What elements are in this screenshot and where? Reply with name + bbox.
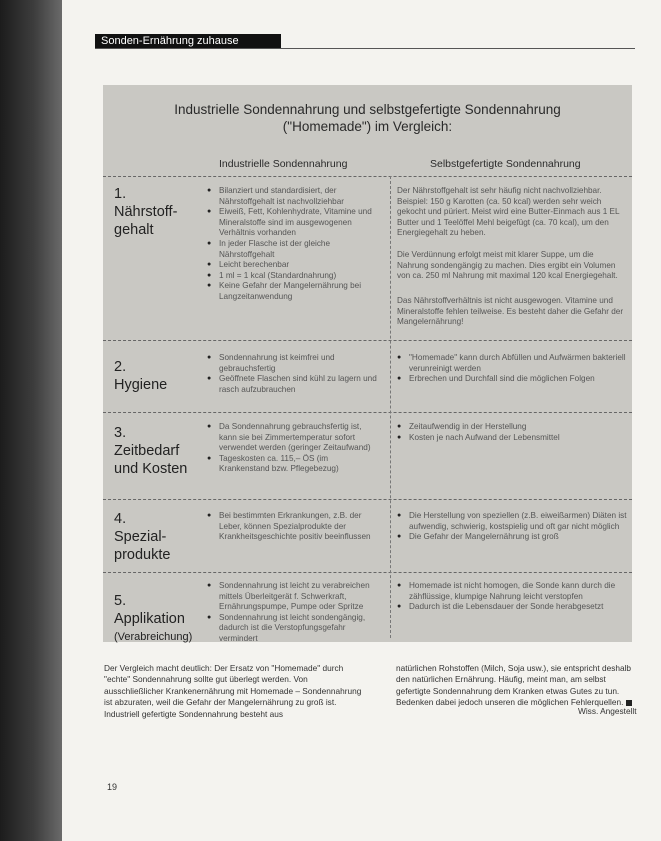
list-item: ● Erbrechen und Durchfall sind die möglichen Folgen bbox=[397, 374, 629, 385]
list-item: ● Dadurch ist die Lebensdauer der Sonde herabgesetzt bbox=[397, 602, 629, 613]
industrial-list-zeitbedarf bbox=[207, 422, 379, 475]
list-item: ● Keine Gefahr der Mangelernährung bei Langzeitanwendung bbox=[207, 281, 379, 302]
section-header: Sonden-Ernährung zuhause bbox=[95, 34, 281, 48]
list-item: ● Da Sondennahrung gebrauchsfertig ist, kann sie bei Zimmertemperatur sofort verwendet werden (geringer Zeitaufwand) bbox=[207, 422, 379, 454]
list-item: ● Sondennahrung ist leicht sondengängig, dadurch ist die Verstopfungsgefahr vermindert bbox=[207, 613, 379, 645]
section-number: 3. bbox=[114, 425, 127, 441]
book-binding bbox=[0, 0, 62, 841]
section-title-line: produkte bbox=[114, 547, 171, 563]
list-item: ● "Homemade" kann durch Abfüllen und Aufwärmen bakteriell verunreinigt werden bbox=[397, 353, 629, 374]
industrial-list-naehrstoff bbox=[207, 186, 379, 303]
homemade-list-hygiene bbox=[397, 353, 629, 385]
section-title-line: Nährstoff- bbox=[114, 204, 178, 220]
section-number: 5. bbox=[114, 593, 127, 609]
list-item: ● Kosten je nach Aufwand der Lebensmittel bbox=[397, 433, 629, 444]
list-item: ● 1 ml = 1 kcal (Standardnahrung) bbox=[207, 271, 379, 282]
body-text-right bbox=[396, 663, 632, 709]
list-item: ● Eiweiß, Fett, Kohlenhydrate, Vitamine und Mineralstoffe sind im ausgewogenen Verhältnis vorhanden bbox=[207, 207, 379, 239]
section-label-applikation bbox=[114, 592, 192, 646]
list-item: ● Sondennahrung ist leicht zu verabreichen mittels Überleitgerät f. Schwerkraft, Ernährungspumpe, Pumpe oder Spritze bbox=[207, 581, 379, 613]
author-signature: Wiss. Angestellt bbox=[578, 706, 637, 716]
row-divider bbox=[103, 412, 632, 413]
column-divider bbox=[390, 176, 391, 638]
homemade-paragraph: Das Nährstoffverhältnis ist nicht ausgewogen. Vitamine und Mineralstoffe fehlen teilweise. Es besteht daher die Gefahr der Mangelernährung! bbox=[397, 296, 624, 327]
column-header-industrial: Industrielle Sondennahrung bbox=[219, 158, 348, 170]
section-subtitle: (Verabreichung) bbox=[114, 631, 193, 643]
homemade-list-spezial bbox=[397, 511, 629, 543]
row-divider bbox=[103, 572, 632, 573]
section-title-line: Zeitbedarf bbox=[114, 443, 180, 459]
page-number: 19 bbox=[107, 782, 118, 792]
body-text-right-content: natürlichen Rohstoffen (Milch, Soja usw.), sie entspricht deshalb den natürlichen Ernährung. Häufig, meint man, am selbst gefertigte Sondennahrung dem Kranken etwas Gutes zu tun. Bedenken dabei jedoch unseren die möglichen Fehlerquellen. bbox=[396, 663, 632, 708]
header-rule bbox=[95, 48, 635, 49]
homemade-list-applikation bbox=[397, 581, 629, 613]
table-title bbox=[103, 101, 632, 135]
section-title-line: gehalt bbox=[114, 222, 154, 238]
section-title-line: Hygiene bbox=[114, 377, 168, 393]
section-label-spezial bbox=[114, 510, 170, 564]
column-header-homemade: Selbstgefertigte Sondennahrung bbox=[430, 158, 581, 170]
table-title-line2: ("Homemade") im Vergleich: bbox=[282, 119, 453, 134]
homemade-paragraph: Der Nährstoffgehalt ist sehr häufig nicht nachvollziehbar. Beispiel: 150 g Karotten (ca. 50 kcal) werden sehr weich gekocht und püriert. Meist wird eine Butter-Einmach aus 1 EL Butter und 1 Teelöffel Mehl beigefügt (ca. 70 kcal), um den Energiegehalt zu heben. bbox=[397, 186, 620, 238]
list-item: ● Leicht berechenbar bbox=[207, 260, 379, 271]
section-label-hygiene bbox=[114, 358, 167, 394]
list-item: ● Tageskosten ca. 115,– ÖS (im Krankenstand bzw. Pflegebezug) bbox=[207, 454, 379, 475]
list-item: ● Zeitaufwendig in der Herstellung bbox=[397, 422, 629, 433]
row-divider bbox=[103, 176, 632, 177]
row-divider bbox=[103, 499, 632, 500]
industrial-list-spezial bbox=[207, 511, 379, 543]
list-item: ● Geöffnete Flaschen sind kühl zu lagern und rasch aufzubrauchen bbox=[207, 374, 379, 395]
table-title-line1: Industrielle Sondennahrung und selbstgefertigte Sondennahrung bbox=[174, 102, 561, 117]
section-title-line: und Kosten bbox=[114, 461, 188, 477]
list-item: ● Sondennahrung ist keimfrei und gebrauchsfertig bbox=[207, 353, 379, 374]
list-item: ● Homemade ist nicht homogen, die Sonde kann durch die zähflüssige, klumpige Nahrung leicht verstopfen bbox=[397, 581, 629, 602]
homemade-list-zeitbedarf bbox=[397, 422, 629, 443]
list-item: ● Bilanziert und standardisiert, der Nährstoffgehalt ist nachvollziehbar bbox=[207, 186, 379, 207]
section-number: 4. bbox=[114, 511, 127, 527]
section-number: 1. bbox=[114, 186, 127, 202]
body-text-left: Der Vergleich macht deutlich: Der Ersatz von "Homemade" durch "echte" Sondennahrung sollte gut überlegt werden. Von ausschließlicher Krankenernährung mit Homemade – Sondennahrung ist abzuraten, weil die Gefahr der Mangelernährung zu groß ist. Industriell gefertigte Sondennahrung besteht aus bbox=[104, 663, 362, 719]
list-item: ● In jeder Flasche ist der gleiche Nährstoffgehalt bbox=[207, 239, 379, 260]
list-item: ● Die Gefahr der Mangelernährung ist groß bbox=[397, 532, 629, 543]
list-item: ● Die Herstellung von speziellen (z.B. eiweißarmen) Diäten ist aufwendig, schwierig, kostspielig und oft gar nicht möglich bbox=[397, 511, 629, 532]
homemade-paragraph: Die Verdünnung erfolgt meist mit klarer Suppe, um die Nahrung sondengängig zu machen. Dies ergibt ein Volumen von ca. 250 ml Nahrung mit maximal 120 kcal Energiegehalt. bbox=[397, 250, 618, 281]
section-number: 2. bbox=[114, 359, 127, 375]
list-item: ● Bei bestimmten Erkrankungen, z.B. der Leber, können Spezialprodukte der Krankheitsgeschichte positiv beeinflussen bbox=[207, 511, 379, 543]
industrial-list-applikation bbox=[207, 581, 379, 645]
section-title-line: Spezial- bbox=[114, 529, 167, 545]
industrial-list-hygiene bbox=[207, 353, 379, 395]
section-title-line: Applikation bbox=[114, 611, 185, 627]
section-label-naehrstoff bbox=[114, 185, 177, 239]
row-divider bbox=[103, 340, 632, 341]
section-label-zeitbedarf bbox=[114, 424, 187, 478]
